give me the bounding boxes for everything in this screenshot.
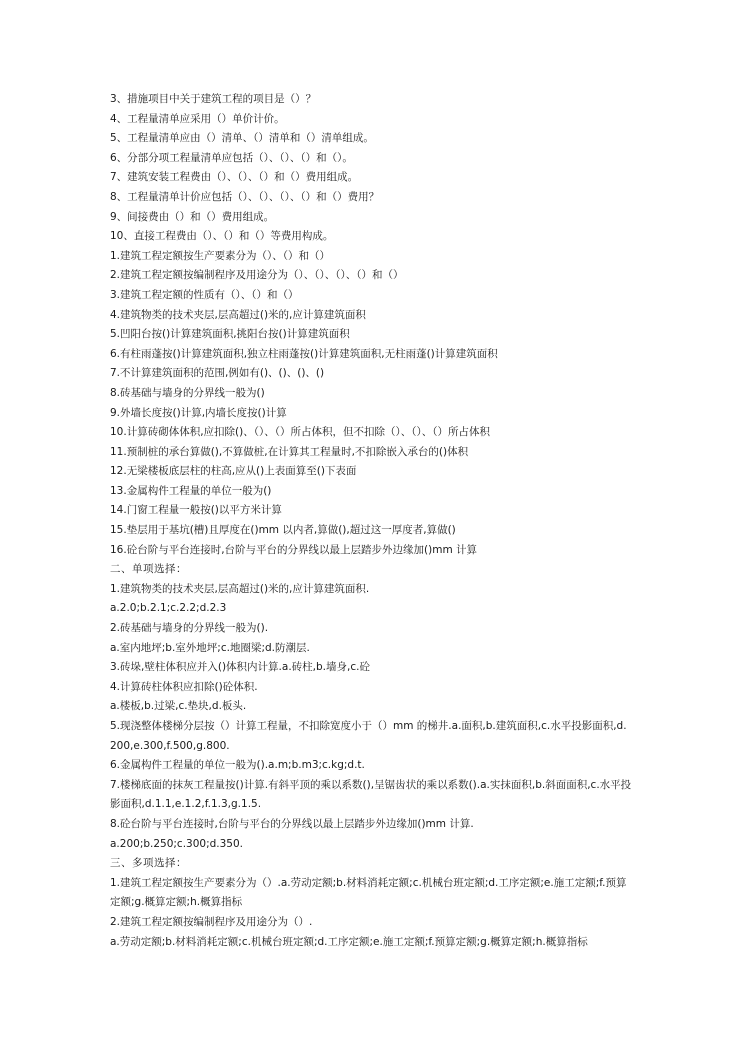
question-line: 5.现浇整体楼梯分层按（）计算工程量，不扣除宽度小于（）mm 的梯井.a.面积,b.建筑面积,c.水平投影面积,d.200,e.300,f.500,g.800. bbox=[110, 720, 627, 752]
question-line: 3、措施项目中关于建筑工程的项目是（）？ bbox=[110, 93, 317, 105]
question-line: 7.不计算建筑面积的范围,例如有()、()、()、() bbox=[110, 367, 325, 380]
question-line: 5.凹阳台按()计算建筑面积,挑阳台按()计算建筑面积 bbox=[110, 328, 350, 341]
options-line: a.劳动定额;b.材料消耗定额;c.机械台班定额;d.工序定额;e.施工定额;f.预算定额;g.概算定额;h.概算指标 bbox=[110, 935, 588, 948]
question-line: 6.有柱雨蓬按()计算建筑面积,独立柱雨蓬按()计算建筑面积,无柱雨蓬()计算建筑面积 bbox=[110, 347, 498, 360]
section-heading-single-choice: 二、单项选择： bbox=[110, 563, 187, 576]
question-line: 4、工程量清单应采用（）单价计价。 bbox=[110, 112, 285, 125]
question-line: 15.垫层用于基坑(槽)且厚度在()mm 以内者,算做(),超过这一厚度者,算做() bbox=[110, 524, 456, 537]
question-line: 1.建筑工程定额按生产要素分为（）.a.劳动定额;b.材料消耗定额;c.机械台班定额;d.工序定额;e.施工定额;f.预算定额;g.概算定额;h.概算指标 bbox=[110, 876, 627, 909]
question-line: 2.建筑工程定额按编制程序及用途分为（）. bbox=[110, 915, 313, 928]
options-line: a.200;b.250;c.300;d.350. bbox=[110, 837, 244, 850]
section-heading-multiple-choice: 三、多项选择： bbox=[110, 857, 187, 870]
question-line: 5、工程量清单应由（）清单、（）清单和（）清单组成。 bbox=[110, 132, 374, 145]
question-line: 8、工程量清单计价应包括（）、（）、（）、（）和（）费用？ bbox=[110, 190, 380, 203]
question-line: 3.建筑工程定额的性质有（）、（）和（） bbox=[110, 288, 299, 301]
question-line: 11.预制桩的承台算做(),不算做桩,在计算其工程量时,不扣除嵌入承台的()体积 bbox=[110, 445, 469, 458]
question-line: 7.楼梯底面的抹灰工程量按()计算.有斜平顶的乘以系数(),呈锯齿状的乘以系数().a.实抹面积,b.斜面面积,c.水平投影面积,d.1.1,e.1.2,f.1.3,g.1.5. bbox=[110, 778, 632, 811]
question-line: 8.砼台阶与平台连接时,台阶与平台的分界线以最上层踏步外边缘加()mm 计算. bbox=[110, 817, 474, 830]
question-line: 16.砼台阶与平台连接时,台阶与平台的分界线以最上层踏步外边缘加()mm 计算 bbox=[110, 543, 478, 556]
question-line: 12.无梁楼板底层柱的柱高,应从()上表面算至()下表面 bbox=[110, 465, 357, 478]
options-line: a.2.0;b.2.1;c.2.2;d.2.3 bbox=[110, 602, 227, 615]
question-line: 10.计算砖砌体体积,应扣除()、（）、（）所占体积，但不扣除（）、（）、（）所占体积 bbox=[110, 426, 490, 439]
question-line: 9、间接费由（）和（）费用组成。 bbox=[110, 210, 275, 223]
question-line: 9.外墙长度按()计算,内墙长度按()计算 bbox=[110, 406, 287, 419]
question-line: 4.建筑物类的技术夹层,层高超过()米的,应计算建筑面积 bbox=[110, 308, 366, 321]
question-line: 6.金属构件工程量的单位一般为().a.m;b.m3;c.kg;d.t. bbox=[110, 759, 365, 772]
question-line: 1.建筑工程定额按生产要素分为（）、（）和（） bbox=[110, 249, 331, 262]
document-body bbox=[110, 90, 632, 952]
question-line: 14.门窗工程量一般按()以平方米计算 bbox=[110, 504, 282, 517]
question-line: 8.砖基础与墙身的分界线一般为() bbox=[110, 386, 265, 399]
question-line: 6、分部分项工程量清单应包括（）、（）、（）和（）。 bbox=[110, 151, 353, 164]
options-line: a.楼板,b.过梁,c.垫块,d.板头. bbox=[110, 700, 247, 713]
question-line: 7、建筑安装工程费由（）、（）、（）和（）费用组成。 bbox=[110, 171, 359, 184]
question-line: 10、直接工程费由（）、（）和（）等费用构成。 bbox=[110, 230, 334, 243]
question-line: 2.砖基础与墙身的分界线一般为(). bbox=[110, 622, 269, 635]
options-line: a.室内地坪;b.室外地坪;c.地圈梁;d.防潮层. bbox=[110, 641, 310, 654]
question-line: 2.建筑工程定额按编制程序及用途分为（）、（）、（）、（）和（） bbox=[110, 269, 404, 282]
question-line: 13.金属构件工程量的单位一般为() bbox=[110, 484, 272, 497]
question-line: 1.建筑物类的技术夹层,层高超过()米的,应计算建筑面积. bbox=[110, 582, 370, 595]
question-line: 4.计算砖柱体积应扣除()砼体积. bbox=[110, 680, 258, 693]
question-line: 3.砖垛,壁柱体积应并入()体积内计算.a.砖柱,b.墙身,c.砼 bbox=[110, 661, 370, 674]
